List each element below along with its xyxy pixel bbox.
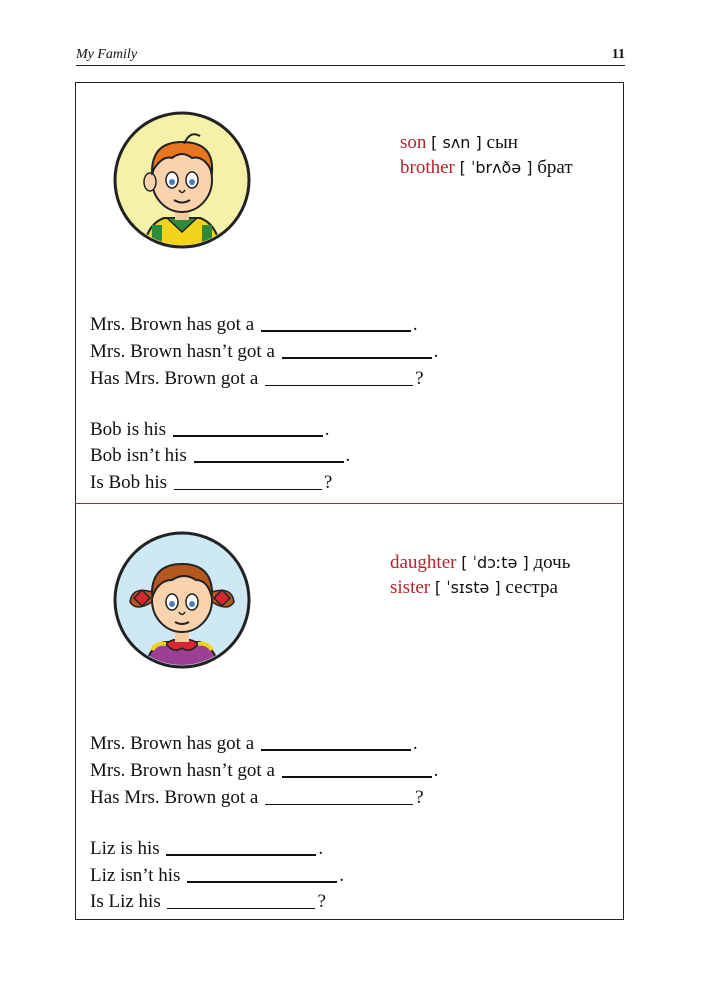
sentence-line — [90, 787, 424, 809]
sentence-line — [90, 838, 323, 860]
sentence-end: ? — [415, 368, 424, 389]
sentence-text: Bob isn’t his — [90, 445, 187, 466]
vocab-item — [400, 130, 573, 155]
answer-blank[interactable] — [282, 356, 432, 359]
sentence-text: Liz isn’t his — [90, 865, 181, 886]
sentence-line — [90, 419, 330, 441]
vocab-ipa: [ ˈbrʌðə ] — [459, 158, 533, 177]
sentence-end: . — [433, 341, 439, 362]
answer-blank[interactable] — [174, 488, 322, 490]
vocab-item — [400, 155, 573, 180]
answer-blank[interactable] — [265, 803, 413, 805]
sentence-end: . — [412, 733, 418, 754]
vocab-ipa: [ ˈsɪstə ] — [434, 578, 501, 597]
answer-blank[interactable] — [265, 384, 413, 386]
sentence-line — [90, 445, 350, 467]
sentence-text: Is Bob his — [90, 472, 168, 493]
sentence-line — [90, 341, 438, 363]
vocab-translation: сын — [486, 132, 518, 153]
vocab-translation: брат — [537, 157, 573, 178]
vocab-item — [390, 575, 570, 600]
boy-portrait-icon — [112, 100, 252, 260]
sentence-end: ? — [415, 787, 424, 808]
vocab-ipa: [ ˈdɔːtə ] — [461, 553, 529, 572]
sentence-line — [90, 368, 424, 390]
answer-blank[interactable] — [261, 329, 411, 332]
sentence-text: Mrs. Brown hasn’t got a — [90, 760, 275, 781]
sentence-line — [90, 314, 418, 336]
sentence-end: . — [345, 445, 351, 466]
page-number: 11 — [611, 47, 625, 62]
vocab-word: daughter — [390, 552, 457, 573]
vocab-list-2 — [390, 550, 570, 600]
sentence-end: ? — [317, 891, 326, 912]
sentence-line — [90, 865, 344, 887]
section-divider — [75, 503, 624, 504]
sentence-line — [90, 733, 418, 755]
answer-blank[interactable] — [282, 775, 432, 778]
sentence-text: Bob is his — [90, 419, 167, 440]
answer-blank[interactable] — [194, 460, 344, 463]
answer-blank[interactable] — [166, 853, 316, 856]
vocab-word: son — [400, 132, 427, 153]
vocab-item — [390, 550, 570, 575]
sentence-text: Mrs. Brown has got a — [90, 733, 255, 754]
sentence-end: ? — [323, 472, 333, 493]
sentence-line — [90, 760, 438, 782]
girl-portrait-icon — [112, 520, 252, 680]
sentence-end: . — [318, 838, 324, 859]
sentence-text: Has Mrs. Brown got a — [90, 368, 259, 389]
answer-blank[interactable] — [187, 880, 337, 883]
sentence-end: . — [412, 314, 418, 335]
vocab-ipa: [ sʌn ] — [431, 133, 482, 152]
sentence-text: Mrs. Brown has got a — [90, 314, 255, 335]
vocab-translation: дочь — [533, 552, 571, 573]
sentence-line — [90, 472, 332, 494]
vocab-translation: сестра — [505, 577, 558, 598]
answer-blank[interactable] — [261, 748, 411, 751]
sentence-line — [90, 891, 326, 913]
vocab-word: sister — [390, 577, 431, 598]
sentence-text: Is Liz his — [90, 891, 161, 912]
sentence-end: . — [339, 865, 344, 886]
chapter-title: My Family — [76, 47, 138, 62]
sentence-end: . — [433, 760, 439, 781]
vocab-word: brother — [400, 157, 455, 178]
sentence-end: . — [324, 419, 330, 440]
sentence-text: Mrs. Brown hasn’t got a — [90, 341, 275, 362]
answer-blank[interactable] — [167, 907, 315, 909]
sentence-text: Liz is his — [90, 838, 160, 859]
answer-blank[interactable] — [173, 434, 323, 437]
page-header — [76, 45, 625, 66]
vocab-list-1 — [400, 130, 573, 180]
sentence-text: Has Mrs. Brown got a — [90, 787, 259, 808]
